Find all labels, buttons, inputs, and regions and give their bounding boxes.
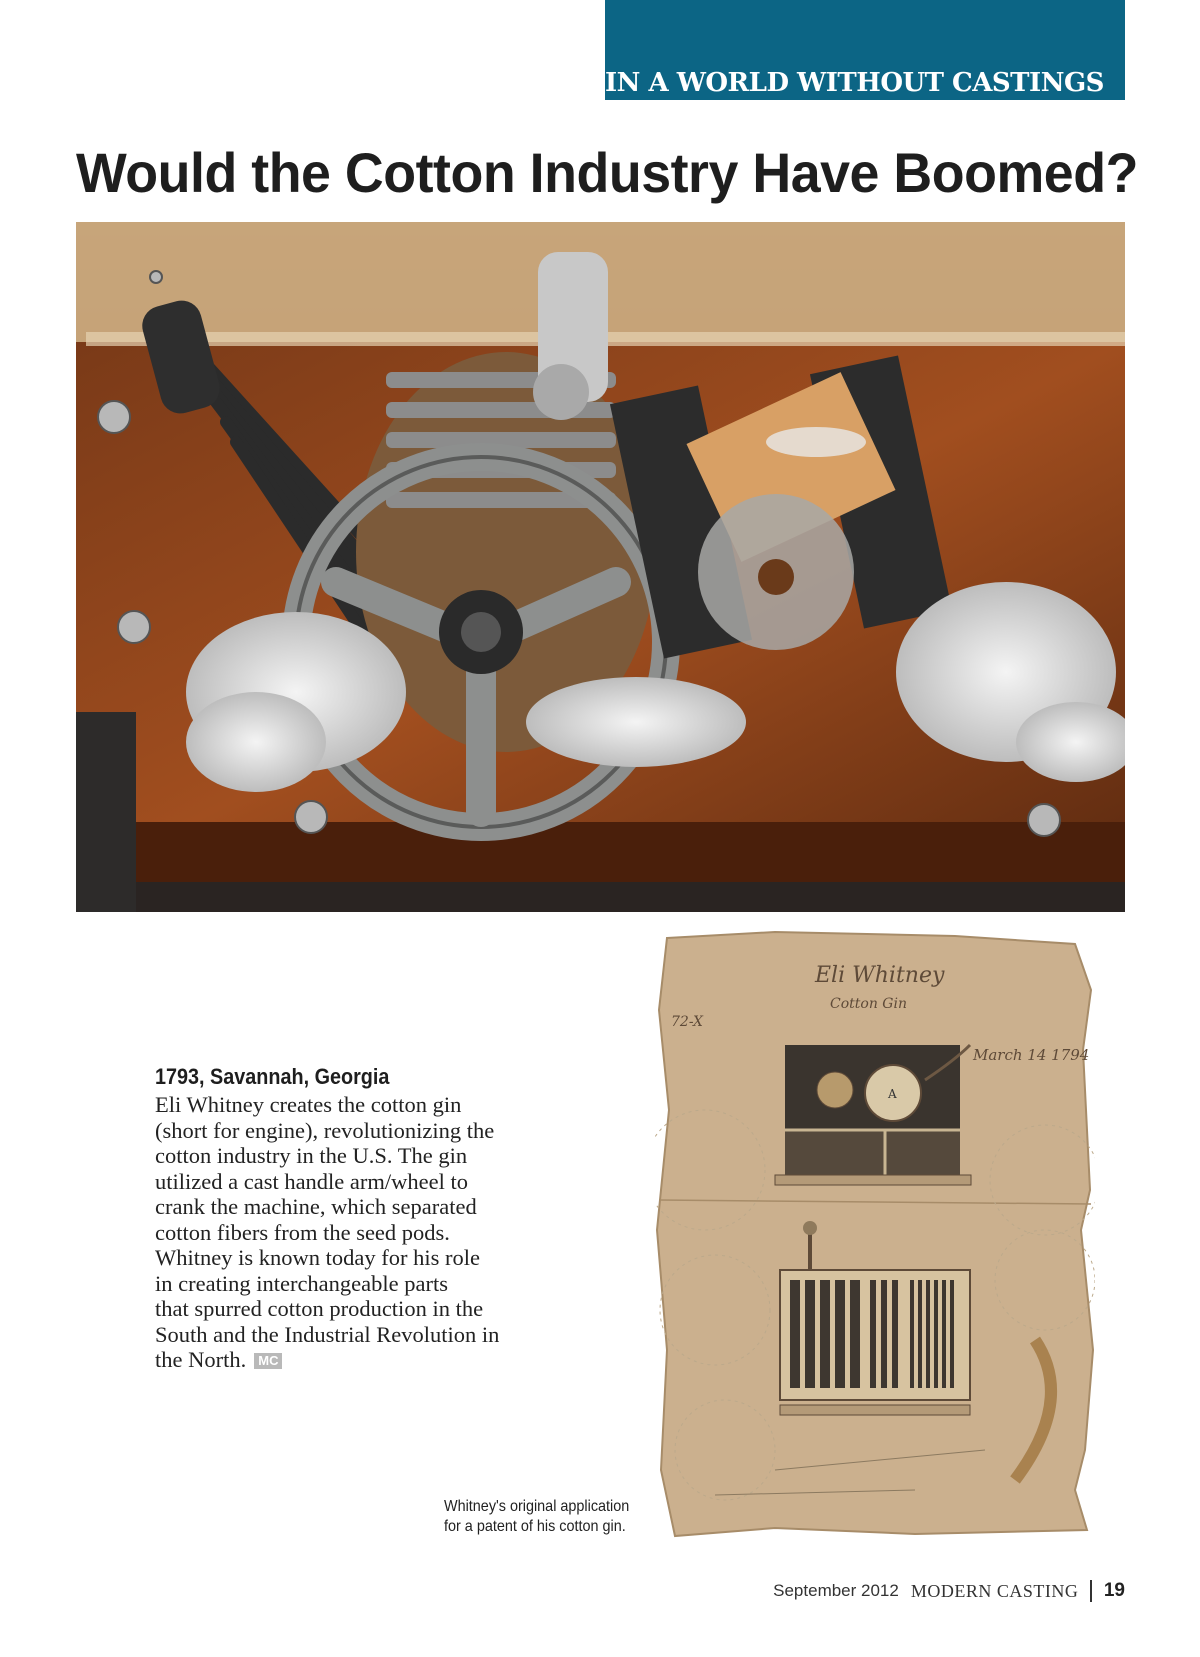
article-title: Would the Cotton Industry Have Boomed?	[76, 141, 1138, 204]
caption-line: utilized a cast handle arm/wheel to	[155, 1168, 469, 1194]
figure-caption-line: Whitney's original application	[444, 1498, 630, 1515]
caption-line: the North.	[155, 1347, 247, 1372]
page-footer	[773, 1578, 1125, 1604]
caption-body	[155, 1092, 535, 1373]
issue-date: September 2012	[773, 1581, 899, 1600]
caption-line: that spurred cotton production in the	[155, 1296, 484, 1321]
patent-handwriting-title: Cotton Gin	[830, 996, 907, 1012]
cotton-gin-photo	[76, 222, 1125, 912]
patent-handwriting-label: A	[888, 1087, 897, 1101]
magazine-name: MODERN CASTING	[910, 1580, 1079, 1601]
footer-divider	[1090, 1580, 1092, 1602]
caption-block	[155, 1064, 535, 1373]
patent-handwriting-name: Eli Whitney	[815, 963, 945, 988]
caption-line: crank the machine, which separated	[155, 1194, 477, 1219]
caption-line: Eli Whitney creates the cotton gin	[155, 1092, 462, 1117]
caption-line: (short for engine), revolutionizing the	[155, 1117, 495, 1143]
caption-line: cotton fibers from the seed pods.	[155, 1219, 450, 1245]
section-label-bar	[605, 66, 1125, 100]
caption-line: South and the Industrial Revolution in	[155, 1321, 500, 1347]
caption-line: in creating interchangeable parts	[155, 1270, 448, 1296]
caption-line: cotton industry in the U.S. The gin	[155, 1143, 468, 1168]
page-number: 19	[1103, 1580, 1125, 1601]
figure-caption-line: for a patent of his cotton gin.	[444, 1518, 626, 1535]
caption-line-last	[155, 1347, 535, 1373]
caption-line: Whitney is known today for his role	[155, 1245, 480, 1270]
patent-drawing	[655, 930, 1095, 1540]
patent-handwriting-date: March 14 1794	[973, 1046, 1090, 1064]
end-mark-badge: MC	[254, 1353, 282, 1369]
section-label: IN A WORLD WITHOUT CASTINGS	[605, 66, 1125, 100]
figure-caption	[444, 1497, 633, 1537]
patent-handwriting-ref: 72-X	[671, 1014, 704, 1030]
caption-heading: 1793, Savannah, Georgia	[155, 1064, 390, 1089]
